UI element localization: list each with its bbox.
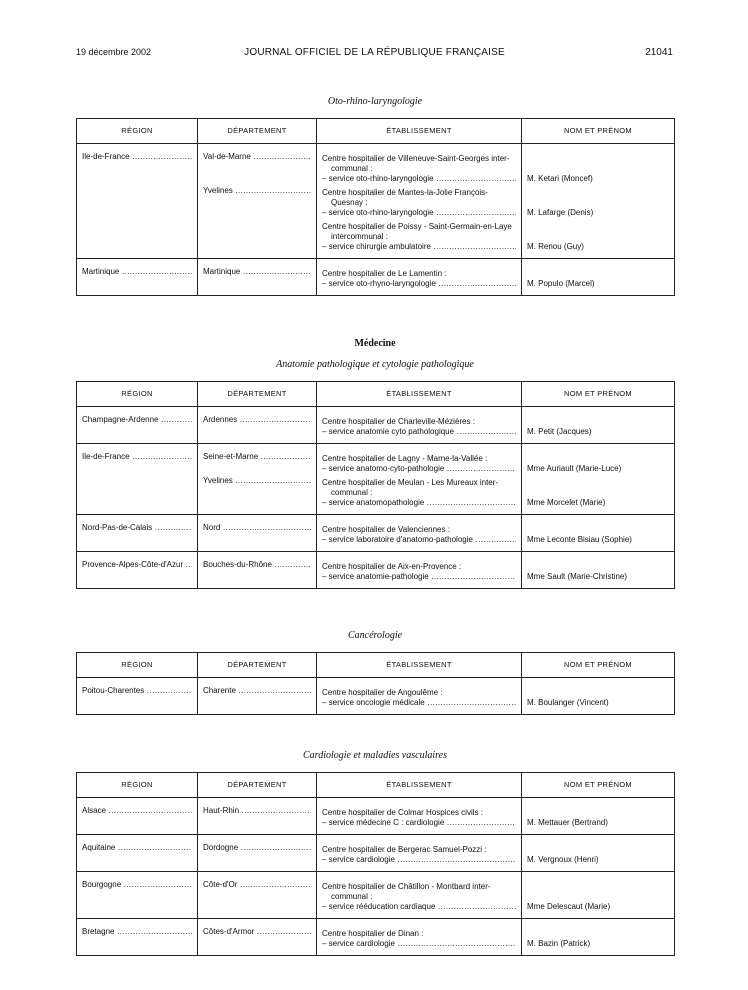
page-number: 21041 — [645, 47, 673, 58]
etablissement-line: intercommunal : — [331, 232, 388, 241]
departement-name: Côte-d'Or ..... — [203, 880, 311, 890]
departement-entry — [203, 415, 311, 435]
appointments-table — [76, 652, 675, 715]
nom-entry — [527, 562, 669, 582]
page-header — [76, 47, 673, 61]
departement-cell — [198, 835, 317, 872]
etablissement-cell — [317, 407, 522, 444]
region-cell — [77, 919, 198, 956]
departement-name: Haut-Rhin ..... — [203, 806, 311, 816]
etablissement-line: Quesnay : — [331, 198, 368, 207]
service-line: – service anatomie-pathologie ..... — [322, 572, 516, 582]
nom-list — [527, 929, 669, 949]
etablissement-line: communal : — [331, 164, 373, 173]
section-subtitle: Cancérologie — [347, 630, 403, 641]
region-cell — [77, 407, 198, 444]
nom-cell — [522, 798, 675, 835]
departement-name: Bouches-du-Rhône ..... — [203, 560, 311, 570]
journal-title: JOURNAL OFFICIEL DE LA RÉPUBLIQUE FRANÇAISE — [244, 47, 505, 58]
nom-entry — [527, 929, 669, 949]
nom-list — [527, 882, 669, 912]
etablissement-cell — [317, 919, 522, 956]
region-name: Alsace ..... — [82, 806, 192, 816]
col-departement-header: DÉPARTEMENT — [198, 773, 317, 798]
nom-list — [527, 562, 669, 582]
region-name: Ile-de-France ..... — [82, 152, 192, 162]
nom-entry — [527, 269, 669, 289]
col-departement-header: DÉPARTEMENT — [198, 119, 317, 144]
etablissement-cell — [317, 835, 522, 872]
departement-entry — [203, 152, 311, 186]
nom-prenom: Mme Morcelet (Marie) — [527, 498, 606, 507]
nom-prenom: M. Lafarge (Denis) — [527, 208, 594, 217]
nom-prenom: M. Populo (Marcel) — [527, 279, 595, 288]
nom-cell — [522, 444, 675, 515]
section-subtitle: Cardiologie et maladies vasculaires — [303, 750, 447, 761]
nom-entry — [527, 882, 669, 912]
table-header — [77, 382, 675, 407]
etablissement-cell — [317, 144, 522, 259]
region-cell — [77, 444, 198, 515]
service-line: – service médecine C : cardiologie ..... — [322, 818, 516, 828]
nom-prenom: M. Vergnoux (Henri) — [527, 855, 599, 864]
nom-list — [527, 154, 669, 252]
table-header — [77, 119, 675, 144]
etablissement-line: Centre hospitalier de Angoulême : — [322, 688, 443, 697]
nom-list — [527, 454, 669, 508]
col-region-header: RÉGION — [77, 653, 198, 678]
header-row — [77, 382, 675, 407]
appointments-table — [76, 118, 675, 296]
table-row — [77, 798, 675, 835]
departement-entry — [203, 806, 311, 826]
departement-name: Martinique ..... — [203, 267, 311, 277]
departement-cell — [198, 444, 317, 515]
etablissement-line: Centre hospitalier de Aix-en-Provence : — [322, 562, 462, 571]
nom-prenom: Mme Sault (Marie-Christine) — [527, 572, 628, 581]
table-header — [77, 773, 675, 798]
etablissement-cell — [317, 798, 522, 835]
nom-prenom: M. Mettauer (Bertrand) — [527, 818, 608, 827]
region-cell — [77, 835, 198, 872]
service-line: – service oto-rhino-laryngologie ..... — [322, 174, 516, 184]
departement-cell — [198, 515, 317, 552]
col-region-header: RÉGION — [77, 119, 198, 144]
section-subtitle: Oto-rhino-laryngologie — [327, 96, 423, 107]
service-line: – service oncologie médicale ..... — [322, 698, 516, 708]
nom-entry — [527, 808, 669, 828]
service-line: – service cardiologie ..... — [322, 939, 516, 949]
nom-prenom: M. Petit (Jacques) — [527, 427, 592, 436]
etablissement-line: Centre hospitalier de Colmar Hospices civils : — [322, 808, 483, 817]
departement-name: Val-de-Marne ..... — [203, 152, 311, 162]
etablissement-entry — [322, 154, 516, 184]
region-name: Aquitaine ..... — [82, 843, 192, 853]
departement-name: Nord ..... — [203, 523, 311, 533]
nom-list — [527, 269, 669, 289]
etablissement-entry — [322, 882, 516, 912]
etablissement-line: Centre hospitalier de Villeneuve-Saint-Georges inter- — [322, 154, 510, 163]
col-nom-header: NOM ET PRÉNOM — [522, 773, 675, 798]
col-etablissement-header: ÉTABLISSEMENT — [317, 773, 522, 798]
service-line: – service anatomopathologie ..... — [322, 498, 516, 508]
departement-cell — [198, 678, 317, 715]
col-etablissement-header: ÉTABLISSEMENT — [317, 119, 522, 144]
region-cell — [77, 259, 198, 296]
nom-entry — [527, 417, 669, 437]
region-cell — [77, 515, 198, 552]
departement-entry — [203, 880, 311, 910]
header-date: 19 décembre 2002 — [76, 47, 152, 57]
nom-cell — [522, 919, 675, 956]
nom-list — [527, 417, 669, 437]
etablissement-entry — [322, 929, 516, 949]
etablissement-entry — [322, 688, 516, 708]
nom-cell — [522, 259, 675, 296]
departement-entry — [203, 452, 311, 476]
region-name: Bourgogne ..... — [82, 880, 192, 890]
nom-cell — [522, 835, 675, 872]
region-cell — [77, 144, 198, 259]
etablissement-cell — [317, 444, 522, 515]
departement-entry — [203, 220, 311, 250]
col-etablissement-header: ÉTABLISSEMENT — [317, 382, 522, 407]
departement-cell — [198, 259, 317, 296]
etablissement-cell — [317, 552, 522, 589]
nom-cell — [522, 552, 675, 589]
service-line: – service anatomie cyto pathologique ..... — [322, 427, 516, 437]
nom-prenom: M. Ketari (Moncef) — [527, 174, 593, 183]
etablissement-entry — [322, 222, 516, 252]
departement-entry — [203, 267, 311, 287]
departement-name: Yvelines ..... — [203, 186, 311, 196]
col-region-header: RÉGION — [77, 773, 198, 798]
service-line: – service laboratoire d'anatomo-pathologie ..... — [322, 535, 516, 545]
nom-prenom: M. Boulanger (Vincent) — [527, 698, 609, 707]
departement-entry — [203, 686, 311, 706]
etablissement-cell — [317, 259, 522, 296]
etablissement-entry — [322, 417, 516, 437]
table-row — [77, 552, 675, 589]
table-row — [77, 872, 675, 919]
region-name: Bretagne ..... — [82, 927, 192, 937]
header-row — [77, 119, 675, 144]
departement-entry — [203, 927, 311, 947]
nom-entry — [527, 688, 669, 708]
etablissement-entry — [322, 845, 516, 865]
departement-entry — [203, 476, 311, 506]
col-etablissement-header: ÉTABLISSEMENT — [317, 653, 522, 678]
departement-entry — [203, 843, 311, 863]
departement-cell — [198, 872, 317, 919]
etablissement-entry — [322, 525, 516, 545]
region-name: Ile-de-France ..... — [82, 452, 192, 462]
departement-name: Ardennes ..... — [203, 415, 311, 425]
etablissement-line: Centre hospitalier de Valenciennes : — [322, 525, 450, 534]
table-row — [77, 259, 675, 296]
departement-cell — [198, 407, 317, 444]
region-cell — [77, 798, 198, 835]
nom-prenom: Mme Auriault (Marie-Luce) — [527, 464, 622, 473]
etablissement-line: Centre hospitalier de Bergerac Samuel-Pozzi : — [322, 845, 487, 854]
departement-cell — [198, 144, 317, 259]
region-cell — [77, 872, 198, 919]
nom-list — [527, 845, 669, 865]
nom-list — [527, 808, 669, 828]
departement-name: Yvelines ..... — [203, 476, 311, 486]
nom-list — [527, 688, 669, 708]
col-nom-header: NOM ET PRÉNOM — [522, 119, 675, 144]
etablissement-entry — [322, 188, 516, 218]
nom-prenom: M. Bazin (Patrick) — [527, 939, 591, 948]
etablissement-line: communal : — [331, 892, 373, 901]
nom-entry — [527, 478, 669, 508]
departement-entry — [203, 523, 311, 543]
service-line: – service chirurgie ambulatoire ..... — [322, 242, 516, 252]
etablissement-cell — [317, 515, 522, 552]
region-name: Martinique ..... — [82, 267, 192, 277]
section-subtitle: Anatomie pathologique et cytologie pathologique — [276, 359, 474, 370]
nom-entry — [527, 525, 669, 545]
appointments-table — [76, 772, 675, 956]
nom-prenom: Mme Delescaut (Marie) — [527, 902, 611, 911]
departement-cell — [198, 919, 317, 956]
nom-entry — [527, 454, 669, 478]
departement-entry — [203, 186, 311, 220]
col-departement-header: DÉPARTEMENT — [198, 653, 317, 678]
etablissement-entry — [322, 269, 516, 289]
departement-name: Dordogne ..... — [203, 843, 311, 853]
region-cell — [77, 552, 198, 589]
header-row — [77, 653, 675, 678]
table-row — [77, 835, 675, 872]
etablissement-entry — [322, 454, 516, 474]
table-row — [77, 515, 675, 552]
etablissement-line: Centre hospitalier de Meulan - Les Mureaux inter- — [322, 478, 499, 487]
etablissement-line: Centre hospitalier de Le Lamentin : — [322, 269, 447, 278]
etablissement-line: communal : — [331, 488, 373, 497]
nom-cell — [522, 144, 675, 259]
service-line: – service oto-rhyno-laryngologie ..... — [322, 279, 516, 289]
nom-cell — [522, 515, 675, 552]
etablissement-cell — [317, 872, 522, 919]
etablissement-line: Centre hospitalier de Lagny - Marne-la-Vallée : — [322, 454, 488, 463]
departement-cell — [198, 552, 317, 589]
nom-cell — [522, 678, 675, 715]
region-name: Champagne-Ardenne ..... — [82, 415, 192, 425]
departement-name: Charente ..... — [203, 686, 311, 696]
departement-entry — [203, 560, 311, 580]
etablissement-line: Centre hospitalier de Mantes-la-Jolie François- — [322, 188, 488, 197]
nom-list — [527, 525, 669, 545]
service-line: – service oto-rhino-laryngologie ..... — [322, 208, 516, 218]
departement-name: Côtes-d'Armor ..... — [203, 927, 311, 937]
service-line: – service anatomo-cyto-pathologie ..... — [322, 464, 516, 474]
nom-entry — [527, 222, 669, 252]
table-row — [77, 678, 675, 715]
table-row — [77, 444, 675, 515]
etablissement-line: Centre hospitalier de Poissy - Saint-Germain-en-Laye — [322, 222, 512, 231]
etablissement-cell — [317, 678, 522, 715]
nom-prenom: M. Renou (Guy) — [527, 242, 584, 251]
departement-name: Seine-et-Marne ..... — [203, 452, 311, 462]
region-cell — [77, 678, 198, 715]
appointments-table — [76, 381, 675, 589]
etablissement-entry — [322, 808, 516, 828]
departement-cell — [198, 798, 317, 835]
etablissement-entry — [322, 562, 516, 582]
nom-cell — [522, 407, 675, 444]
etablissement-entry — [322, 478, 516, 508]
service-line: – service rééducation cardiaque ..... — [322, 902, 516, 912]
section-heading: Médecine — [354, 338, 396, 349]
service-line: – service cardiologie ..... — [322, 855, 516, 865]
col-nom-header: NOM ET PRÉNOM — [522, 653, 675, 678]
etablissement-line: Centre hospitalier de Charleville-Mézières : — [322, 417, 475, 426]
region-name: Poitou-Charentes ..... — [82, 686, 192, 696]
table-row — [77, 919, 675, 956]
table-row — [77, 407, 675, 444]
col-region-header: RÉGION — [77, 382, 198, 407]
table-header — [77, 653, 675, 678]
region-name: Provence-Alpes-Côte-d'Azur ..... — [82, 560, 192, 570]
nom-entry — [527, 188, 669, 222]
col-departement-header: DÉPARTEMENT — [198, 382, 317, 407]
header-row — [77, 773, 675, 798]
nom-entry — [527, 154, 669, 188]
region-name: Nord-Pas-de-Calais ..... — [82, 523, 192, 533]
etablissement-line: Centre hospitalier de Dinan : — [322, 929, 424, 938]
nom-prenom: Mme Leconte Bisiau (Sophie) — [527, 535, 632, 544]
nom-cell — [522, 872, 675, 919]
table-row — [77, 144, 675, 259]
nom-entry — [527, 845, 669, 865]
etablissement-line: Centre hospitalier de Châtillon - Montbard inter- — [322, 882, 491, 891]
col-nom-header: NOM ET PRÉNOM — [522, 382, 675, 407]
